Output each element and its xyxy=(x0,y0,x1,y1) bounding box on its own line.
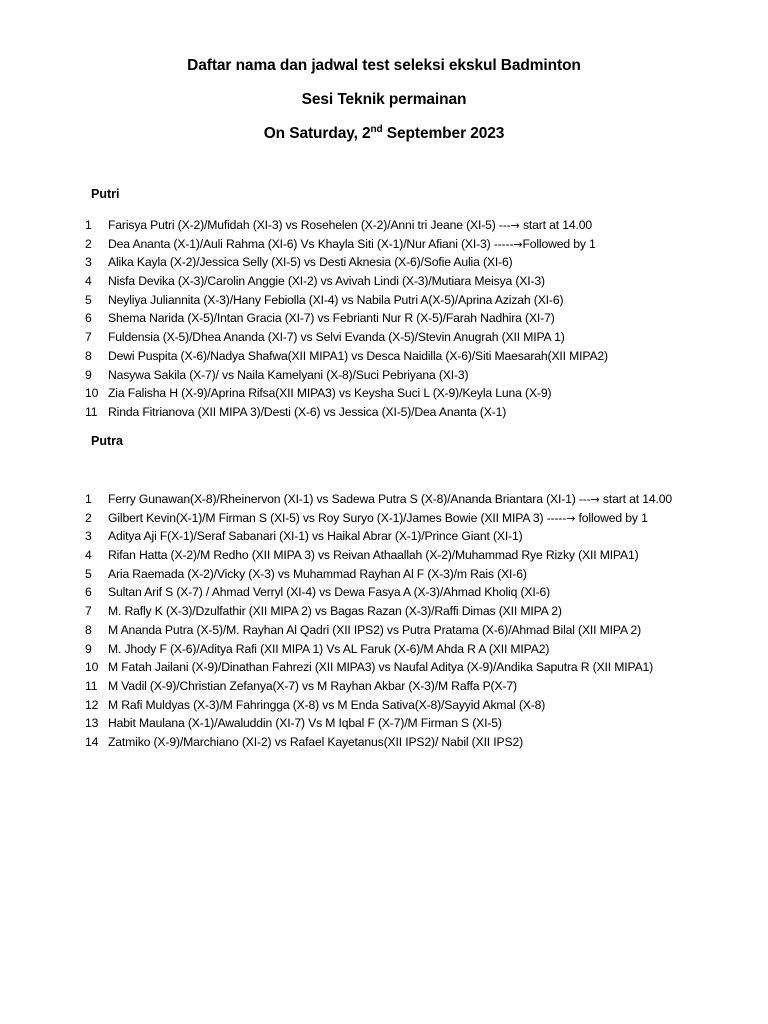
putra-match-row xyxy=(0,602,768,621)
match-text xyxy=(108,272,545,291)
date-title-suffix: September 2023 xyxy=(382,125,505,142)
arrow-right-icon: → xyxy=(513,237,523,251)
putra-match-row xyxy=(0,583,768,602)
match-text xyxy=(108,527,523,546)
match-number: 4 xyxy=(85,274,92,289)
match-pairing: Zatmiko (X-9)/Marchiano (XI-2) vs Rafael Kayetanus(XII IPS2)/ Nabil (XII IPS2) xyxy=(108,734,524,749)
putri-match-list xyxy=(0,216,768,422)
match-text xyxy=(108,347,608,366)
putri-match-row xyxy=(0,366,768,385)
putra-match-row xyxy=(0,527,768,546)
match-number: 7 xyxy=(85,330,92,345)
putri-match-row xyxy=(0,253,768,272)
match-text xyxy=(108,621,641,640)
match-text xyxy=(108,384,551,403)
putra-match-row xyxy=(0,509,768,528)
match-number: 8 xyxy=(85,622,92,637)
putra-match-row xyxy=(0,621,768,640)
putra-match-row xyxy=(0,677,768,696)
match-number: 3 xyxy=(85,255,92,270)
match-pairing: Habit Maulana (X-1)/Awaluddin (XI-7) Vs M Iqbal F (X-7)/M Firman S (XI-5) xyxy=(108,716,502,731)
match-text xyxy=(108,216,592,236)
match-pairing: M Ananda Putra (X-5)/M. Rayhan Al Qadri (XII IPS2) vs Putra Pratama (X-6)/Ahmad Bilal (XII MIPA 2) xyxy=(108,622,642,637)
match-text xyxy=(108,328,565,347)
match-text xyxy=(108,235,596,255)
match-pairing: M Fatah Jailani (X-9)/Dinathan Fahrezi (XII MIPA3) vs Naufal Aditya (X-9)/Andika Saputra R (XII MIPA1) xyxy=(108,660,654,675)
putra-match-row xyxy=(0,733,768,752)
match-number: 6 xyxy=(85,311,92,326)
match-text xyxy=(108,658,653,677)
match-schedule-note: start at 14.00 xyxy=(519,218,593,232)
putra-match-row xyxy=(0,714,768,733)
putri-match-row xyxy=(0,272,768,291)
match-pairing: Aditya Aji F(X-1)/Seraf Sabanari (XI-1) vs Haikal Abrar (X-1)/Prince Giant (XI-1) xyxy=(108,529,523,544)
putra-match-row xyxy=(0,658,768,677)
match-schedule-note: Followed by 1 xyxy=(522,236,596,251)
match-text xyxy=(108,309,555,328)
match-text xyxy=(108,583,550,602)
match-number: 5 xyxy=(85,292,92,307)
match-pairing: Dewi Puspita (X-6)/Nadya Shafwa(XII MIPA1) vs Desca Naidilla (X-6)/Siti Maesarah(XII MIPA2) xyxy=(108,348,608,363)
putri-match-row xyxy=(0,235,768,254)
match-text xyxy=(108,677,517,696)
match-pairing: Farisya Putri (X-2)/Mufidah (XI-3) vs Rosehelen (X-2)/Anni tri Jeane (XI-5) --- xyxy=(108,218,511,232)
arrow-right-icon: → xyxy=(566,511,576,525)
match-number: 13 xyxy=(85,716,99,731)
match-pairing: M. Jhody F (X-6)/Aditya Rafi (XII MIPA 1) Vs AL Faruk (X-6)/M Ahda R A (XII MIPA2) xyxy=(108,641,550,656)
match-text xyxy=(108,546,639,565)
match-pairing: Dea Ananta (X-1)/Auli Rahma (XI-6) Vs Khayla Siti (X-1)/Nur Afiani (XI-3) ----- xyxy=(108,236,514,251)
putra-match-list xyxy=(0,490,768,752)
match-number: 10 xyxy=(85,386,99,401)
putra-match-row xyxy=(0,490,768,509)
match-number: 6 xyxy=(85,585,92,600)
match-pairing: M. Rafly K (X-3)/Dzulfathir (XII MIPA 2) vs Bagas Razan (X-3)/Raffi Dimas (XII MIPA 2) xyxy=(108,604,562,619)
match-number: 14 xyxy=(85,734,99,749)
arrow-right-icon: → xyxy=(510,219,520,232)
match-number: 2 xyxy=(85,236,92,251)
putra-section-label: Putra xyxy=(91,434,123,448)
match-pairing: Rinda Fitrianova (XII MIPA 3)/Desti (X-6) vs Jessica (XI-5)/Dea Ananta (X-1) xyxy=(108,404,507,419)
match-number: 1 xyxy=(85,218,92,232)
match-text xyxy=(108,490,672,510)
putri-match-row xyxy=(0,384,768,403)
match-text xyxy=(108,640,549,659)
match-pairing: Shema Narida (X-5)/Intan Gracia (XI-7) vs Febrianti Nur R (X-5)/Farah Nadhira (XI-7) xyxy=(108,311,555,326)
match-number: 5 xyxy=(85,566,92,581)
match-pairing: Nisfa Devika (X-3)/Carolin Anggie (XI-2) vs Avivah Lindi (X-3)/Mutiara Meisya (XI-3) xyxy=(108,274,545,289)
arrow-right-icon: → xyxy=(590,493,600,506)
match-schedule-note: start at 14.00 xyxy=(599,492,672,506)
match-number: 3 xyxy=(85,529,92,544)
match-text xyxy=(108,403,506,422)
match-pairing: Ferry Gunawan(X-8)/Rheinervon (XI-1) vs Sadewa Putra S (X-8)/Ananda Briantara (XI-1) --- xyxy=(108,492,591,506)
putra-match-row xyxy=(0,640,768,659)
date-title-prefix: On Saturday, 2 xyxy=(263,125,371,142)
match-text xyxy=(108,509,648,529)
match-text xyxy=(108,366,468,385)
date-title xyxy=(0,125,768,143)
match-pairing: Gilbert Kevin(X-1)/M Firman S (XI-5) vs Roy Suryo (X-1)/James Bowie (XII MIPA 3) ----- xyxy=(108,510,567,525)
match-number: 4 xyxy=(85,548,92,563)
match-number: 1 xyxy=(85,492,92,506)
putra-match-row xyxy=(0,546,768,565)
match-schedule-note: followed by 1 xyxy=(575,510,648,525)
putri-match-row xyxy=(0,403,768,422)
match-number: 2 xyxy=(85,510,92,525)
match-text xyxy=(108,714,502,733)
match-number: 9 xyxy=(85,367,92,382)
match-text xyxy=(108,253,513,272)
match-text xyxy=(108,733,523,752)
putra-match-row xyxy=(0,565,768,584)
match-number: 11 xyxy=(85,678,98,693)
match-pairing: M Vadil (X-9)/Christian Zefanya(X-7) vs M Rayhan Akbar (X-3)/M Raffa P(X-7) xyxy=(108,678,517,693)
putri-match-row xyxy=(0,216,768,235)
putri-match-row xyxy=(0,347,768,366)
match-pairing: Nasywa Sakila (X-7)/ vs Naila Kamelyani (X-8)/Suci Pebriyana (XI-3) xyxy=(108,367,469,382)
match-pairing: Rifan Hatta (X-2)/M Redho (XII MIPA 3) vs Reivan Athaallah (X-2)/Muhammad Rye Rizky (XII MIPA1) xyxy=(108,548,639,563)
match-number: 11 xyxy=(85,404,98,419)
putri-match-row xyxy=(0,309,768,328)
putra-match-row xyxy=(0,696,768,715)
putri-match-row xyxy=(0,328,768,347)
match-text xyxy=(108,291,563,310)
match-number: 9 xyxy=(85,641,92,656)
match-pairing: Alika Kayla (X-2)/Jessica Selly (XI-5) vs Desti Aknesia (X-6)/Sofie Aulia (XI-6) xyxy=(108,255,513,270)
match-number: 7 xyxy=(85,604,92,619)
document-title: Daftar nama dan jadwal test seleksi ekskul Badminton xyxy=(187,57,581,74)
match-text xyxy=(108,602,562,621)
match-pairing: Neyliya Juliannita (X-3)/Hany Febiolla (XI-4) vs Nabila Putri A(X-5)/Aprina Azizah (XI-6) xyxy=(108,292,564,307)
date-title-ordinal: nd xyxy=(370,124,383,135)
putri-match-row xyxy=(0,291,768,310)
match-text xyxy=(108,565,527,584)
match-pairing: Aria Raemada (X-2)/Vicky (X-3) vs Muhammad Rayhan Al F (X-3)/m Rais (XI-6) xyxy=(108,566,527,581)
match-pairing: Fuldensia (X-5)/Dhea Ananda (XI-7) vs Selvi Evanda (X-5)/Stevin Anugrah (XII MIPA 1) xyxy=(108,330,565,345)
match-pairing: Zia Falisha H (X-9)/Aprina Rifsa(XII MIPA3) vs Keysha Suci L (X-9)/Keyla Luna (X-9) xyxy=(108,386,552,401)
putri-section-label: Putri xyxy=(91,187,120,201)
match-number: 12 xyxy=(85,697,99,712)
match-number: 8 xyxy=(85,348,92,363)
match-pairing: Sultan Arif S (X-7) / Ahmad Verryl (XI-4) vs Dewa Fasya A (X-3)/Ahmad Kholiq (XI-6) xyxy=(108,585,551,600)
session-title: Sesi Teknik permainan xyxy=(301,91,467,108)
match-text xyxy=(108,696,545,715)
match-number: 10 xyxy=(85,660,99,675)
match-pairing: M Rafi Muldyas (X-3)/M Fahringga (X-8) vs M Enda Sativa(X-8)/Sayyid Akmal (X-8) xyxy=(108,697,546,712)
